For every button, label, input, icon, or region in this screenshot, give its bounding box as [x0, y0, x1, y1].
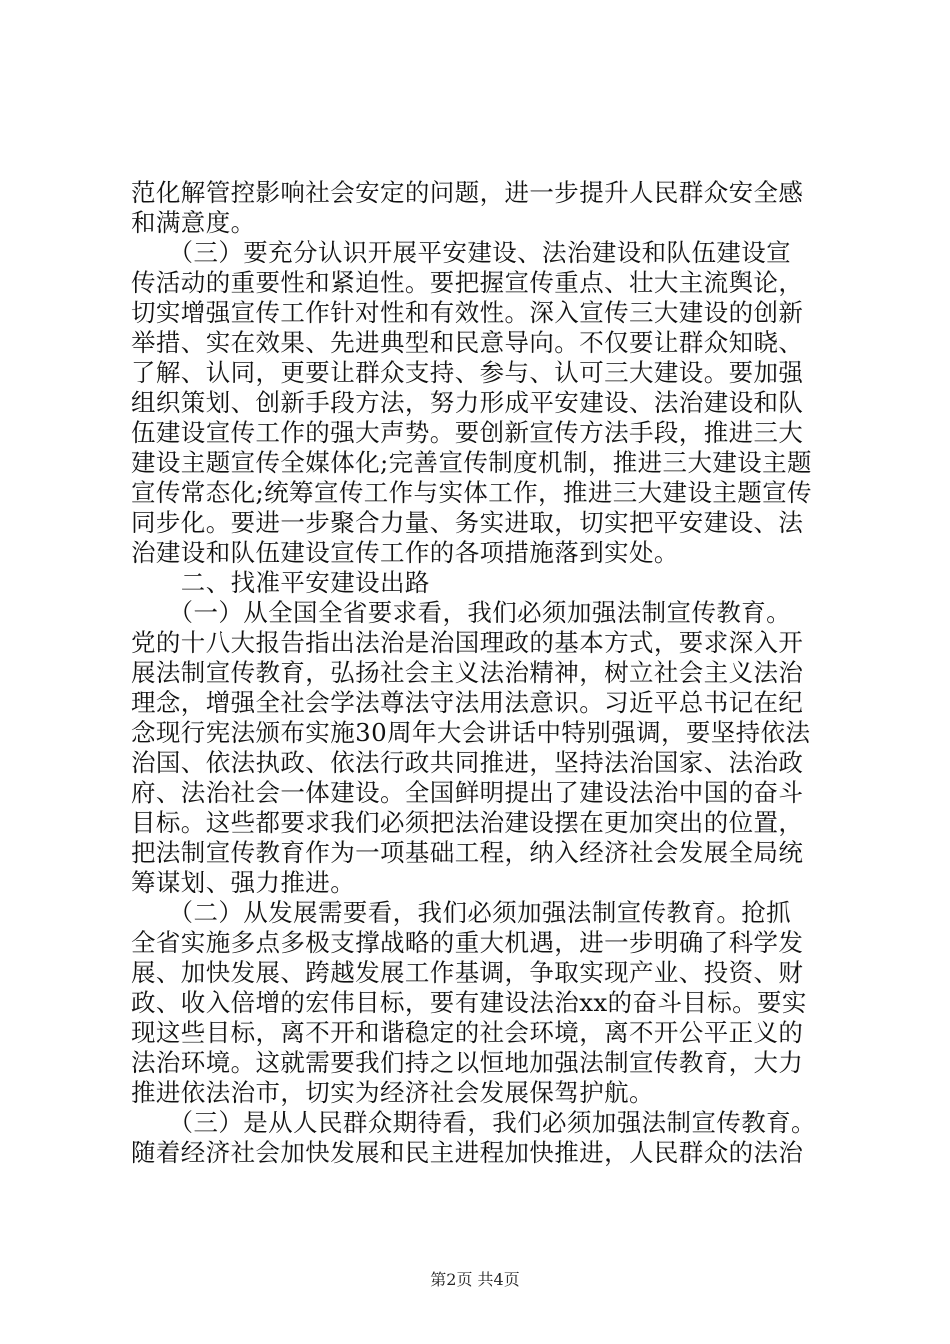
text-line: 现这些目标，离不开和谐稳定的社会环境，离不开公平正义的 — [131, 1018, 804, 1047]
text-line: 建设主题宣传全媒体化;完善宣传制度机制，推进三大建设主题 — [131, 448, 812, 477]
text-line: 目标。这些都要求我们必须把法治建设摆在更加突出的位置， — [131, 808, 804, 837]
text-line: 同步化。要进一步聚合力量、务实进取，切实把平安建设、法 — [131, 508, 804, 537]
text-line: 随着经济社会加快发展和民主进程加快推进，人民群众的法治 — [131, 1138, 804, 1167]
text-line: （二）从发展需要看，我们必须加强法制宣传教育。抢抓 — [131, 898, 792, 927]
text-line: 伍建设宣传工作的强大声势。要创新宣传方法手段，推进三大 — [131, 418, 804, 447]
text-line: 府、法治社会一体建设。全国鲜明提出了建设法治中国的奋斗 — [131, 778, 804, 807]
text-line: 推进依法治市，切实为经济社会发展保驾护航。 — [131, 1078, 654, 1107]
text-line: 范化解管控影响社会安定的问题，进一步提升人民群众安全感 — [131, 178, 804, 207]
text-line: 宣传常态化;统筹宣传工作与实体工作，推进三大建设主题宣传 — [131, 478, 812, 507]
text-line: （三）要充分认识开展平安建设、法治建设和队伍建设宣 — [131, 238, 792, 267]
section-heading: 二、找准平安建设出路 — [131, 568, 430, 597]
text-line: 全省实施多点多极支撑战略的重大机遇，进一步明确了科学发 — [131, 928, 804, 957]
text-line: 举措、实在效果、先进典型和民意导向。不仅要让群众知晓、 — [131, 328, 804, 357]
text-line: 展法制宣传教育，弘扬社会主义法治精神，树立社会主义法治 — [131, 658, 804, 687]
text-line: 切实增强宣传工作针对性和有效性。深入宣传三大建设的创新 — [131, 298, 804, 327]
text-line: 政、收入倍增的宏伟目标，要有建设法治xx的奋斗目标。要实 — [131, 988, 807, 1017]
text-line: （三）是从人民群众期待看，我们必须加强法制宣传教育。 — [131, 1108, 816, 1137]
text-line: 理念，增强全社会学法尊法守法用法意识。习近平总书记在纪 — [131, 688, 804, 717]
text-line: 展、加快发展、跨越发展工作基调，争取实现产业、投资、财 — [131, 958, 804, 987]
text-line: 治建设和队伍建设宣传工作的各项措施落到实处。 — [131, 538, 679, 567]
text-line: 和满意度。 — [131, 208, 256, 237]
text-line: （一）从全国全省要求看，我们必须加强法制宣传教育。 — [131, 598, 792, 627]
text-line: 治国、依法执政、依法行政共同推进，坚持法治国家、法治政 — [131, 748, 804, 777]
text-line: 法治环境。这就需要我们持之以恒地加强法制宣传教育，大力 — [131, 1048, 804, 1077]
text-line: 念现行宪法颁布实施30周年大会讲话中特别强调，要坚持依法 — [131, 718, 811, 747]
text-line: 了解、认同，更要让群众支持、参与、认可三大建设。要加强 — [131, 358, 804, 387]
text-line: 把法制宣传教育作为一项基础工程，纳入经济社会发展全局统 — [131, 838, 804, 867]
text-line: 组织策划、创新手段方法，努力形成平安建设、法治建设和队 — [131, 388, 804, 417]
text-line: 传活动的重要性和紧迫性。要把握宣传重点、壮大主流舆论， — [131, 268, 804, 297]
text-line: 筹谋划、强力推进。 — [131, 868, 356, 897]
page-footer: 第2页 共4页 — [430, 1270, 520, 1289]
text-line: 党的十八大报告指出法治是治国理政的基本方式，要求深入开 — [131, 628, 804, 657]
